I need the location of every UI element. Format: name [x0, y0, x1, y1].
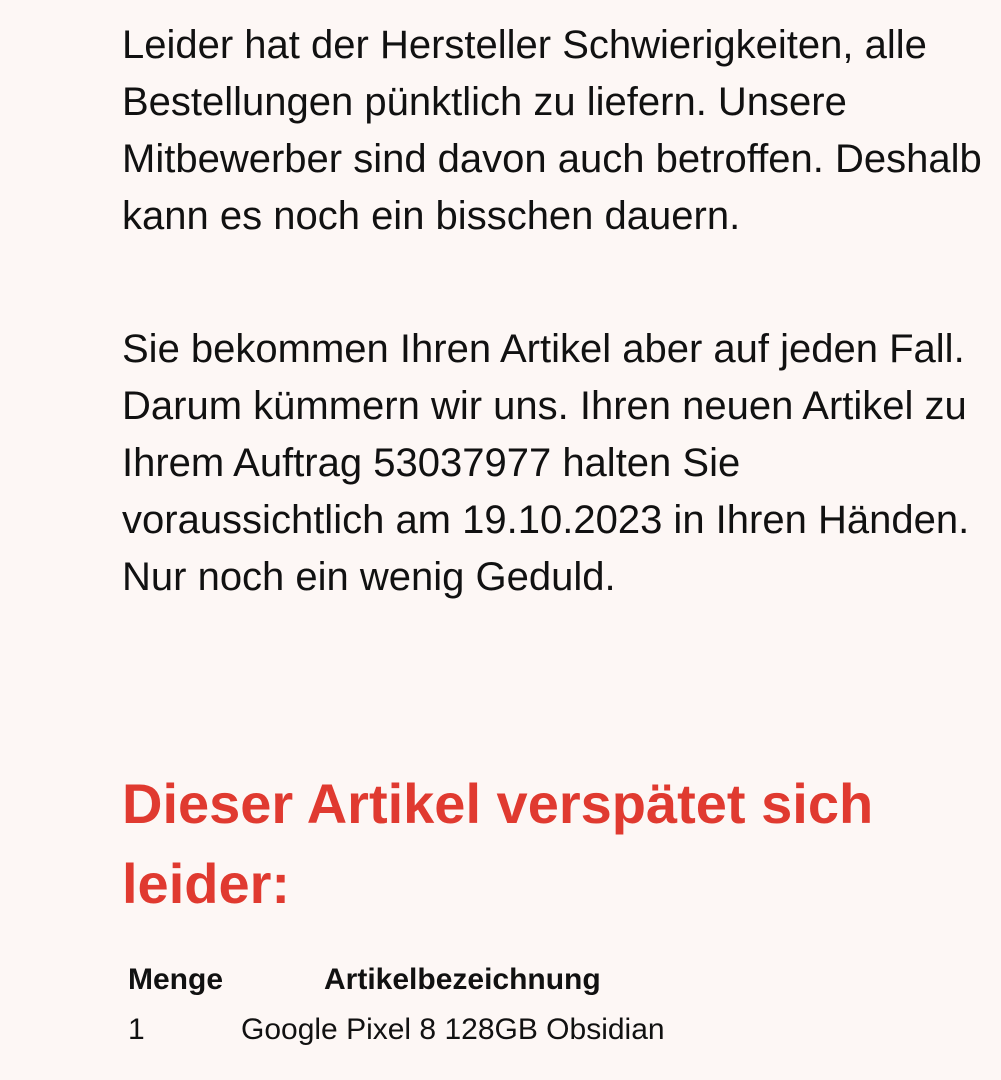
row-description: Google Pixel 8 128GB Obsidian [241, 1013, 665, 1046]
row-quantity: 1 [128, 1013, 145, 1046]
message-paragraph-2: Sie bekommen Ihren Artikel aber auf jeden Fall. Darum kümmern wir uns. Ihren neuen Artikel zu Ihrem Auftrag 53037977 halten Sie voraussichtlich am 19.10.2023 in Ihren Händen. Nur noch ein wenig Geduld. [122, 327, 970, 599]
column-header-quantity: Menge [128, 963, 224, 996]
column-header-description: Artikelbezeichnung [324, 963, 601, 996]
message-paragraph-1: Leider hat der Hersteller Schwierigkeiten, alle Bestellungen pünktlich zu liefern. Unsere Mitbewerber sind davon auch betroffen. Deshalb kann es noch ein bisschen dauern. [122, 23, 982, 238]
delay-heading: Dieser Artikel verspätet sich leider: [122, 772, 874, 915]
